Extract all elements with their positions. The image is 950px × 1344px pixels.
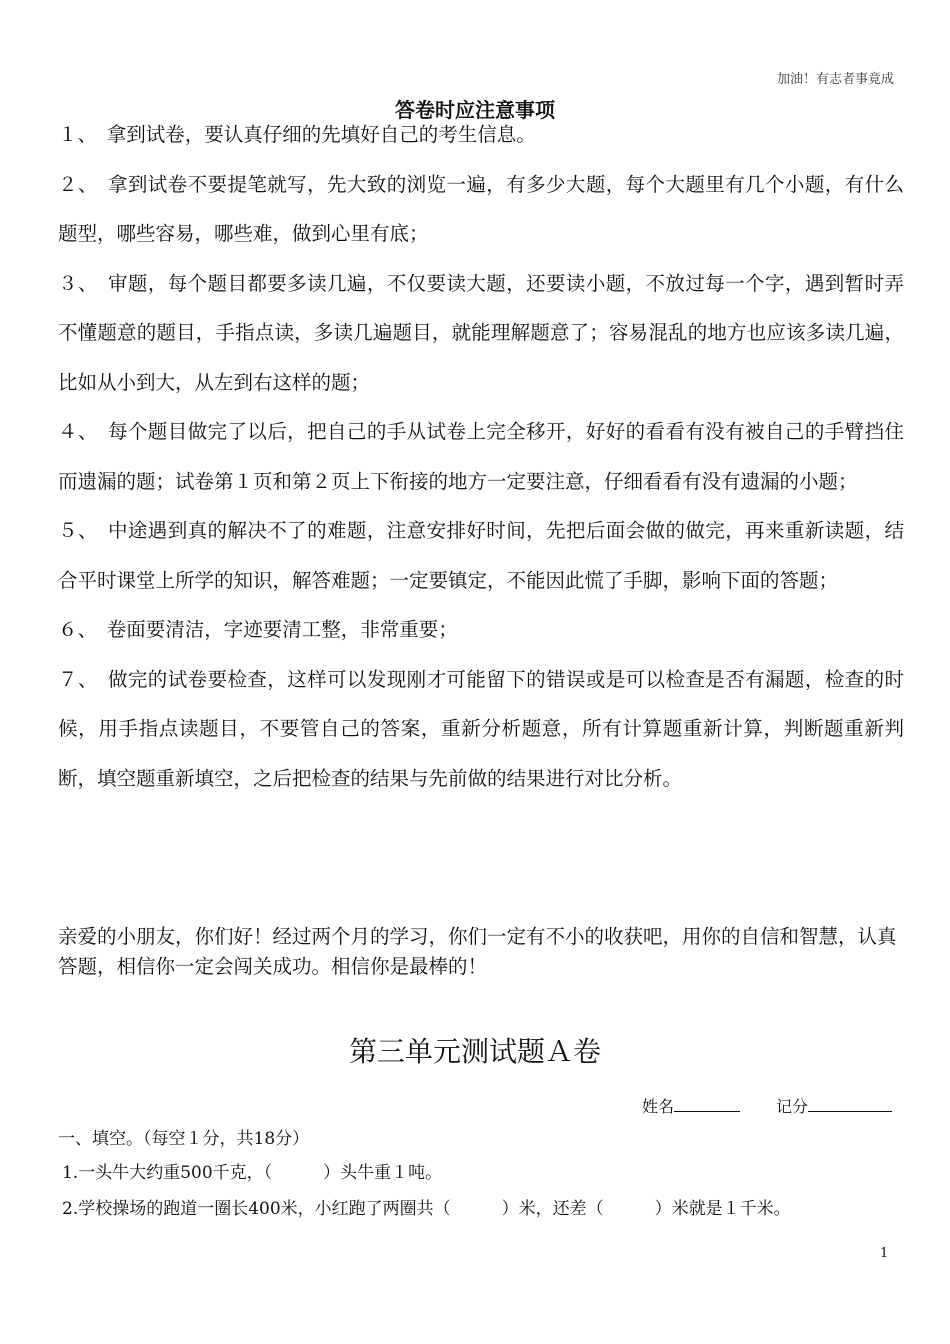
notice-item-5: ５、 中途遇到真的解决不了的难题，注意安排好时间，先把后面会做的做完，再来重新读题，结合平时课堂上所学的知识，解答难题；一定要镇定，不能因此慌了手脚，影响下面的答题； (58, 519, 904, 592)
notice-item-7: ７、 做完的试卷要检查，这样可以发现刚才可能留下的错误或是可以检查是否有漏题，检查的时候，用手指点读题目，不要管自己的答案，重新分析题意，所有计算题重新计算，判断题重新判断，填空题重新填空，之后把检查的结果与先前做的结果进行对比分析。 (58, 667, 904, 790)
score-blank[interactable] (808, 1095, 892, 1112)
greeting-paragraph: 亲爱的小朋友，你们好！经过两个月的学习，你们一定有不小的收获吧，用你的自信和智慧，认真答题，相信你一定会闯关成功。相信你是最棒的！ (58, 925, 897, 978)
question-1: 1.一头牛大约重500千克，（ ）头牛重１吨。 (62, 1163, 443, 1183)
notice-title: 答卷时应注意事项 (395, 98, 555, 122)
page-number: 1 (880, 1246, 889, 1261)
notice-item-2: ２、 拿到试卷不要提笔就写，先大致的浏览一遍，有多少大题，每个大题里有几个小题，有什么题型，哪些容易，哪些难，做到心里有底； (58, 172, 904, 245)
test-title: 第三单元测试题Ａ卷 (348, 1035, 601, 1068)
section-title: 一、填空。（每空１分，共18分） (58, 1129, 310, 1149)
score-label: 记分 (776, 1097, 809, 1116)
question-2: 2.学校操场的跑道一圈长400米，小红跑了两圈共（ ）米，还差（ ）米就是１千米。 (62, 1199, 791, 1219)
notice-item-6: ６、 卷面要清洁，字迹要清工整，非常重要； (58, 618, 458, 641)
name-field[interactable] (642, 1094, 740, 1117)
notice-item-1: １、 拿到试卷，要认真仔细的先填好自己的考生信息。 (58, 123, 536, 146)
header-motto: 加油！有志者事竟成 (776, 72, 894, 87)
notice-item-4: ４、 每个题目做完了以后，把自己的手从试卷上完全移开，好好的看看有没有被自己的手臂挡住而遗漏的题；试卷第１页和第２页上下衔接的地方一定要注意，仔细看看有没有遗漏的小题； (58, 420, 904, 493)
score-field[interactable] (776, 1094, 892, 1117)
name-label: 姓名 (642, 1097, 675, 1116)
name-blank[interactable] (674, 1095, 740, 1112)
notice-list (58, 110, 904, 803)
notice-item-3: ３、 审题，每个题目都要多读几遍，不仅要读大题，还要读小题，不放过每一个字，遇到暂时弄不懂题意的题目，手指点读，多读几遍题目，就能理解题意了；容易混乱的地方也应该多读几遍，比如从小到大，从左到右这样的题； (58, 271, 904, 394)
